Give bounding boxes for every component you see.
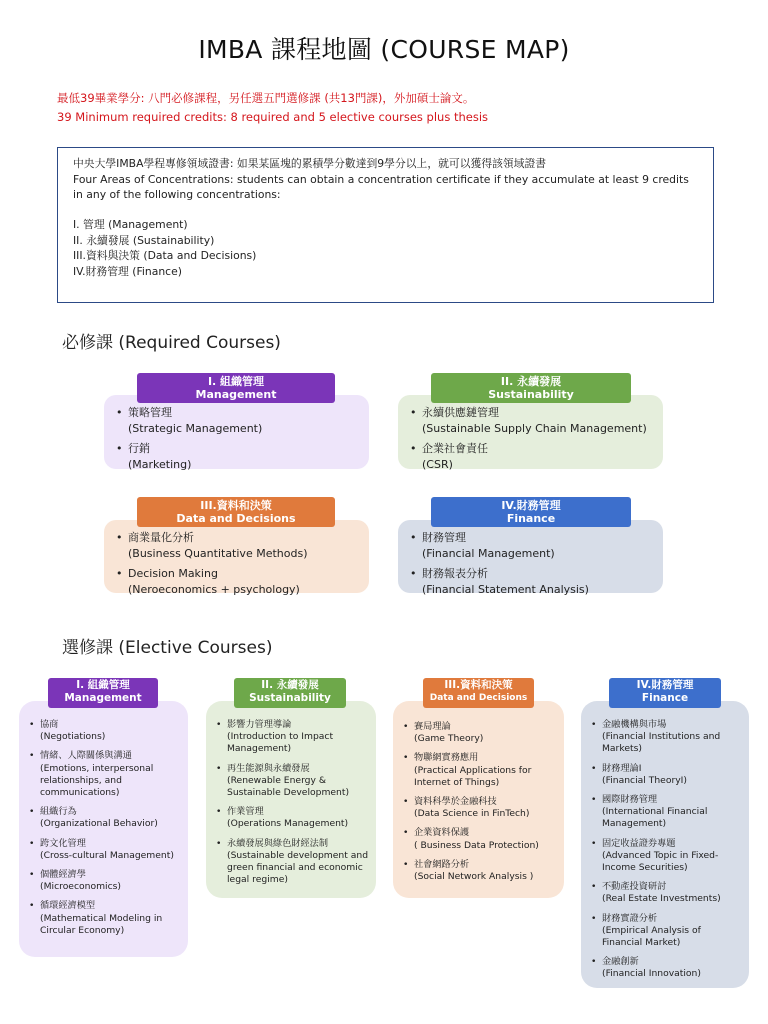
course-name-en: (Game Theory) (414, 733, 484, 745)
course-name-zh: 永續發展與綠色財經法制 (227, 837, 329, 849)
course-name-en: (Practical Applications for Internet of Things) (414, 764, 532, 788)
header-en: Finance (506, 512, 556, 525)
course-item (591, 881, 743, 905)
course-name-zh: 固定收益證券專題 (602, 837, 676, 849)
course-name-zh: 永續供應鏈管理 (422, 406, 499, 419)
required-management-header (137, 373, 335, 403)
course-name-zh: 財務理論Ⅰ (602, 762, 642, 774)
course-item (29, 838, 182, 862)
course-name-en: (Sustainable Supply Chain Management) (422, 421, 647, 435)
required-management-box (104, 395, 369, 469)
header-en: Management (64, 692, 142, 704)
course-item (410, 441, 653, 472)
course-item (403, 859, 558, 883)
course-item (410, 566, 653, 597)
course-name-zh: 商業量化分析 (128, 531, 194, 544)
course-name-en: (Operations Management) (227, 818, 349, 830)
course-name-en: (Negotiations) (40, 731, 106, 743)
elective-data-decisions-box (393, 701, 564, 898)
course-item (403, 721, 558, 745)
elective-management-header (48, 678, 158, 708)
header-zh: III.資料和決策 (200, 499, 272, 512)
course-item (591, 913, 743, 950)
course-name-zh: 企業資料保護 (414, 827, 470, 839)
required-sustainability-header (431, 373, 631, 403)
area-item: I. 管理 (Management) (73, 217, 188, 231)
course-name-en: (Business Quantitative Methods) (128, 546, 308, 560)
course-name-zh: Decision Making (128, 567, 218, 580)
elective-courses-heading: 選修課 (Elective Courses) (62, 638, 273, 658)
course-item (116, 441, 359, 472)
course-item (216, 719, 370, 756)
course-name-zh: 情緒、人際關係與溝通 (40, 750, 132, 762)
elective-sustainability-box (206, 701, 376, 898)
course-name-zh: 資料科學於金融科技 (414, 796, 497, 808)
course-name-zh: 協商 (40, 719, 59, 730)
course-name-zh: 國際財務管理 (602, 794, 658, 806)
course-name-en: (Financial TheoryⅠ) (602, 774, 687, 786)
required-data-decisions-box (104, 520, 369, 596)
course-name-en: (Data Science in FinTech) (414, 808, 530, 820)
header-en: Management (195, 388, 277, 401)
course-name-zh: 不動產投資研討 (602, 881, 667, 893)
concentration-notice-box (57, 147, 714, 303)
course-name-zh: 組織行為 (40, 806, 77, 818)
course-item (591, 794, 743, 831)
required-finance-header (431, 497, 631, 527)
course-item (591, 838, 743, 875)
page-title: IMBA 課程地圖 (COURSE MAP) (198, 35, 570, 64)
header-en: Finance (641, 692, 689, 704)
course-item (29, 806, 182, 830)
course-item (403, 827, 558, 851)
course-name-en: (Cross-cultural Management) (40, 849, 174, 861)
course-name-en: (Financial Innovation) (602, 968, 701, 980)
header-en: Sustainability (249, 692, 331, 704)
course-item (591, 956, 743, 980)
course-name-en: ( Business Data Protection) (414, 839, 539, 851)
area-item: II. 永續發展 (Sustainability) (73, 233, 215, 247)
course-name-en: (Emotions, interpersonal relationships, and communications) (40, 762, 154, 799)
header-zh: I. 組織管理 (76, 679, 130, 691)
course-name-en: (Financial Institutions and Markets) (602, 731, 721, 755)
course-name-en: (Real Estate Investments) (602, 893, 721, 905)
credits-note-en: 39 Minimum required credits: 8 required and 5 elective courses plus thesis (57, 110, 489, 124)
course-name-zh: 作業管理 (227, 806, 264, 818)
course-name-zh: 循環經濟模型 (40, 900, 96, 912)
course-item (29, 719, 182, 743)
course-item (403, 752, 558, 789)
course-item (410, 405, 653, 436)
elective-finance-header (609, 678, 721, 708)
course-item (29, 750, 182, 799)
elective-sustainability-header (234, 678, 346, 708)
required-sustainability-box (398, 395, 663, 469)
course-item (216, 763, 370, 800)
course-name-en: (Microeconomics) (40, 881, 122, 893)
course-name-zh: 金融創新 (602, 956, 639, 968)
course-name-zh: 影響力管理導論 (227, 719, 292, 730)
course-name-en: (Empirical Analysis of Financial Market) (602, 924, 701, 949)
course-name-zh: 財務管理 (422, 531, 466, 544)
header-en: Data and Decisions (429, 693, 528, 703)
header-zh: IV.財務管理 (636, 679, 694, 691)
course-item (591, 763, 743, 787)
course-name-zh: 財務報表分析 (422, 567, 488, 580)
course-name-en: (Financial Statement Analysis) (422, 582, 589, 596)
notice-line-zh: 中央大學IMBA學程專修領域證書: 如果某區塊的累積學分數達到9學分以上，就可以獲得該領域證書 (73, 157, 547, 170)
course-name-zh: 金融機構與市場 (602, 719, 667, 730)
notice-line-en: Four Areas of Concentrations: students can obtain a concentration certificate if they accumulate at least 9 credits in any of the following concentrations: (73, 172, 689, 202)
elective-data-decisions-header (423, 678, 534, 708)
header-zh: IV.財務管理 (501, 499, 561, 512)
course-name-en: (CSR) (422, 457, 453, 471)
course-name-en: (Sustainable development and green financial and economic legal regime) (227, 849, 369, 886)
course-name-en: (Introduction to Impact Management) (227, 731, 334, 755)
required-courses-heading: 必修課 (Required Courses) (62, 333, 281, 353)
course-name-zh: 物聯網實務應用 (414, 752, 479, 764)
course-item (216, 838, 370, 887)
course-name-zh: 社會網路分析 (414, 858, 470, 870)
elective-finance-box (581, 701, 749, 988)
course-item (29, 900, 182, 937)
course-name-zh: 再生能源與永續發展 (227, 762, 310, 774)
course-name-en: (Neroeconomics + psychology) (128, 582, 300, 596)
header-en: Data and Decisions (176, 512, 296, 525)
course-name-en: (Advanced Topic in Fixed-Income Securities) (602, 849, 719, 874)
area-item: IV.財務管理 (Finance) (73, 264, 182, 278)
course-name-en: (Organizational Behavior) (40, 818, 158, 830)
course-item (116, 566, 359, 597)
header-zh: II. 永續發展 (261, 679, 319, 691)
course-name-en: (International Financial Management) (602, 806, 708, 830)
course-item (116, 405, 359, 436)
course-name-zh: 行銷 (128, 442, 150, 455)
course-name-en: (Marketing) (128, 457, 192, 471)
header-zh: II. 永續發展 (500, 375, 562, 388)
course-name-zh: 財務實證分析 (602, 912, 658, 924)
course-item (403, 796, 558, 820)
course-name-en: (Mathematical Modeling in Circular Economy) (40, 912, 163, 936)
course-name-zh: 個體經濟學 (40, 869, 86, 881)
course-name-en: (Strategic Management) (128, 421, 263, 435)
elective-management-box (19, 701, 188, 957)
course-item (591, 719, 743, 756)
area-item: III.資料與決策 (Data and Decisions) (73, 249, 257, 263)
course-name-zh: 跨文化管理 (40, 837, 86, 849)
course-name-zh: 企業社會責任 (422, 442, 488, 455)
header-zh: III.資料和決策 (444, 679, 513, 691)
credits-note-zh: 最低39畢業學分: 八門必修課程，另任選五門選修課 (共13門課)，外加碩士論文。 (57, 91, 475, 105)
header-en: Sustainability (488, 388, 574, 401)
header-zh: I. 組織管理 (207, 375, 265, 388)
course-item (29, 869, 182, 893)
required-data-decisions-header (137, 497, 335, 527)
course-item (410, 530, 653, 561)
required-finance-box (398, 520, 663, 596)
course-item (116, 530, 359, 561)
course-name-en: (Renewable Energy & Sustainable Development) (227, 774, 350, 799)
course-name-en: (Social Network Analysis ) (414, 871, 534, 883)
course-name-zh: 賽局理論 (414, 721, 451, 732)
course-name-zh: 策略管理 (128, 406, 172, 419)
course-name-en: (Financial Management) (422, 546, 555, 560)
course-item (216, 806, 370, 830)
